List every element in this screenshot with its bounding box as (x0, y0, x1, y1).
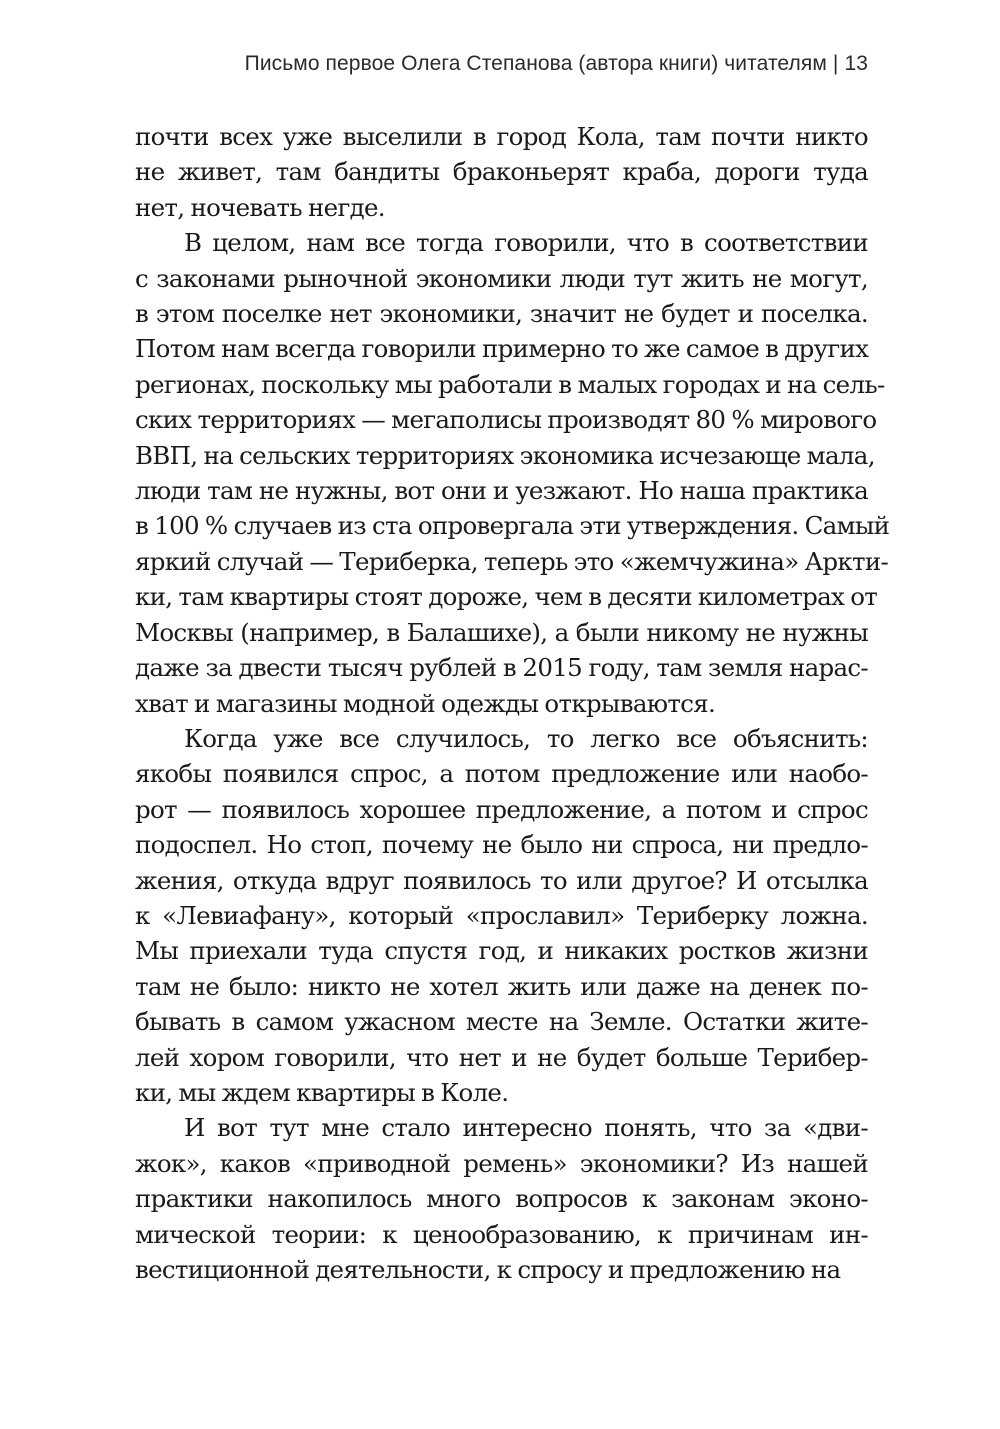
running-header (245, 52, 868, 76)
text-line: ских территориях — мегаполисы производят 80 % мирового (135, 405, 877, 435)
text-line: хват и магазины модной одежды открываются. (135, 688, 716, 718)
paragraph (135, 1110, 868, 1287)
text-line: В целом, нам все тогда говорили, что в соответствии (184, 228, 868, 258)
text-line: Когда уже все случилось, то легко все объяснить: (184, 723, 868, 753)
paragraph (135, 225, 890, 721)
body-text (135, 119, 890, 1287)
text-line: Мы приехали туда спустя год, и никаких ростков жизни (135, 936, 868, 966)
text-line: практики накопилось много вопросов к законам эконо- (135, 1184, 868, 1214)
text-line: мической теории: к ценообразованию, к причинам ин- (135, 1219, 868, 1249)
text-line: вестиционной деятельности, к спросу и предложению на (135, 1255, 841, 1284)
text-line: даже за двести тысяч рублей в 2015 году, там земля нарас- (135, 653, 868, 683)
text-line: Москвы (например, в Балашихе), а были никому не нужны (135, 617, 868, 647)
text-line: жения, откуда вдруг появилось то или другое? И отсылка (135, 865, 868, 895)
text-line: не живет, там бандиты браконьерят краба, дороги туда (135, 157, 868, 187)
text-line: в 100 % случаев из ста опровергала эти утверждения. Самый (135, 511, 890, 541)
running-title: Письмо первое Олега Степанова (автора книги) читателям (244, 52, 827, 75)
text-line: в этом поселке нет экономики, значит не будет и поселка. (135, 299, 868, 329)
text-line: ВВП, на сельских территориях экономика исчезающе мала, (135, 440, 875, 470)
text-line: к «Левиафану», который «прославил» Териберку ложна. (135, 900, 868, 930)
paragraph (135, 721, 868, 1110)
text-line: там не было: никто не хотел жить или даже на денек по- (135, 971, 868, 1001)
text-line: якобы появился спрос, а потом предложение или наобо- (135, 759, 868, 789)
text-line: подоспел. Но стоп, почему не было ни спроса, ни предло- (135, 830, 868, 860)
text-line: бывать в самом ужасном месте на Земле. Остатки жите- (135, 1007, 868, 1037)
text-line: с законами рыночной экономики люди тут жить не могут, (135, 263, 868, 293)
paragraph (135, 119, 868, 225)
text-line: яркий случай — Териберка, теперь это «жемчужина» Аркти- (135, 546, 889, 576)
text-line: И вот тут мне стало интересно понять, что за «дви- (184, 1113, 868, 1143)
text-line: жок», каков «приводной ремень» экономики? Из нашей (135, 1148, 868, 1178)
text-line: ки, мы ждем квартиры в Коле. (135, 1077, 509, 1107)
text-line: Потом нам всегда говорили примерно то же самое в других (135, 334, 869, 364)
text-line: рот — появилось хорошее предложение, а потом и спрос (135, 794, 868, 824)
header-separator: | (832, 52, 839, 75)
page-number: 13 (844, 52, 868, 75)
text-line: почти всех уже выселили в город Кола, там почти никто (135, 122, 868, 151)
text-line: нет, ночевать негде. (135, 192, 385, 222)
text-line: регионах, поскольку мы работали в малых городах и на сель- (135, 369, 885, 399)
text-line: лей хором говорили, что нет и не будет больше Терибер- (135, 1042, 868, 1072)
text-line: ки, там квартиры стоят дороже, чем в десяти километрах от (135, 582, 878, 612)
text-line: люди там не нужны, вот они и уезжают. Но наша практика (135, 476, 868, 506)
